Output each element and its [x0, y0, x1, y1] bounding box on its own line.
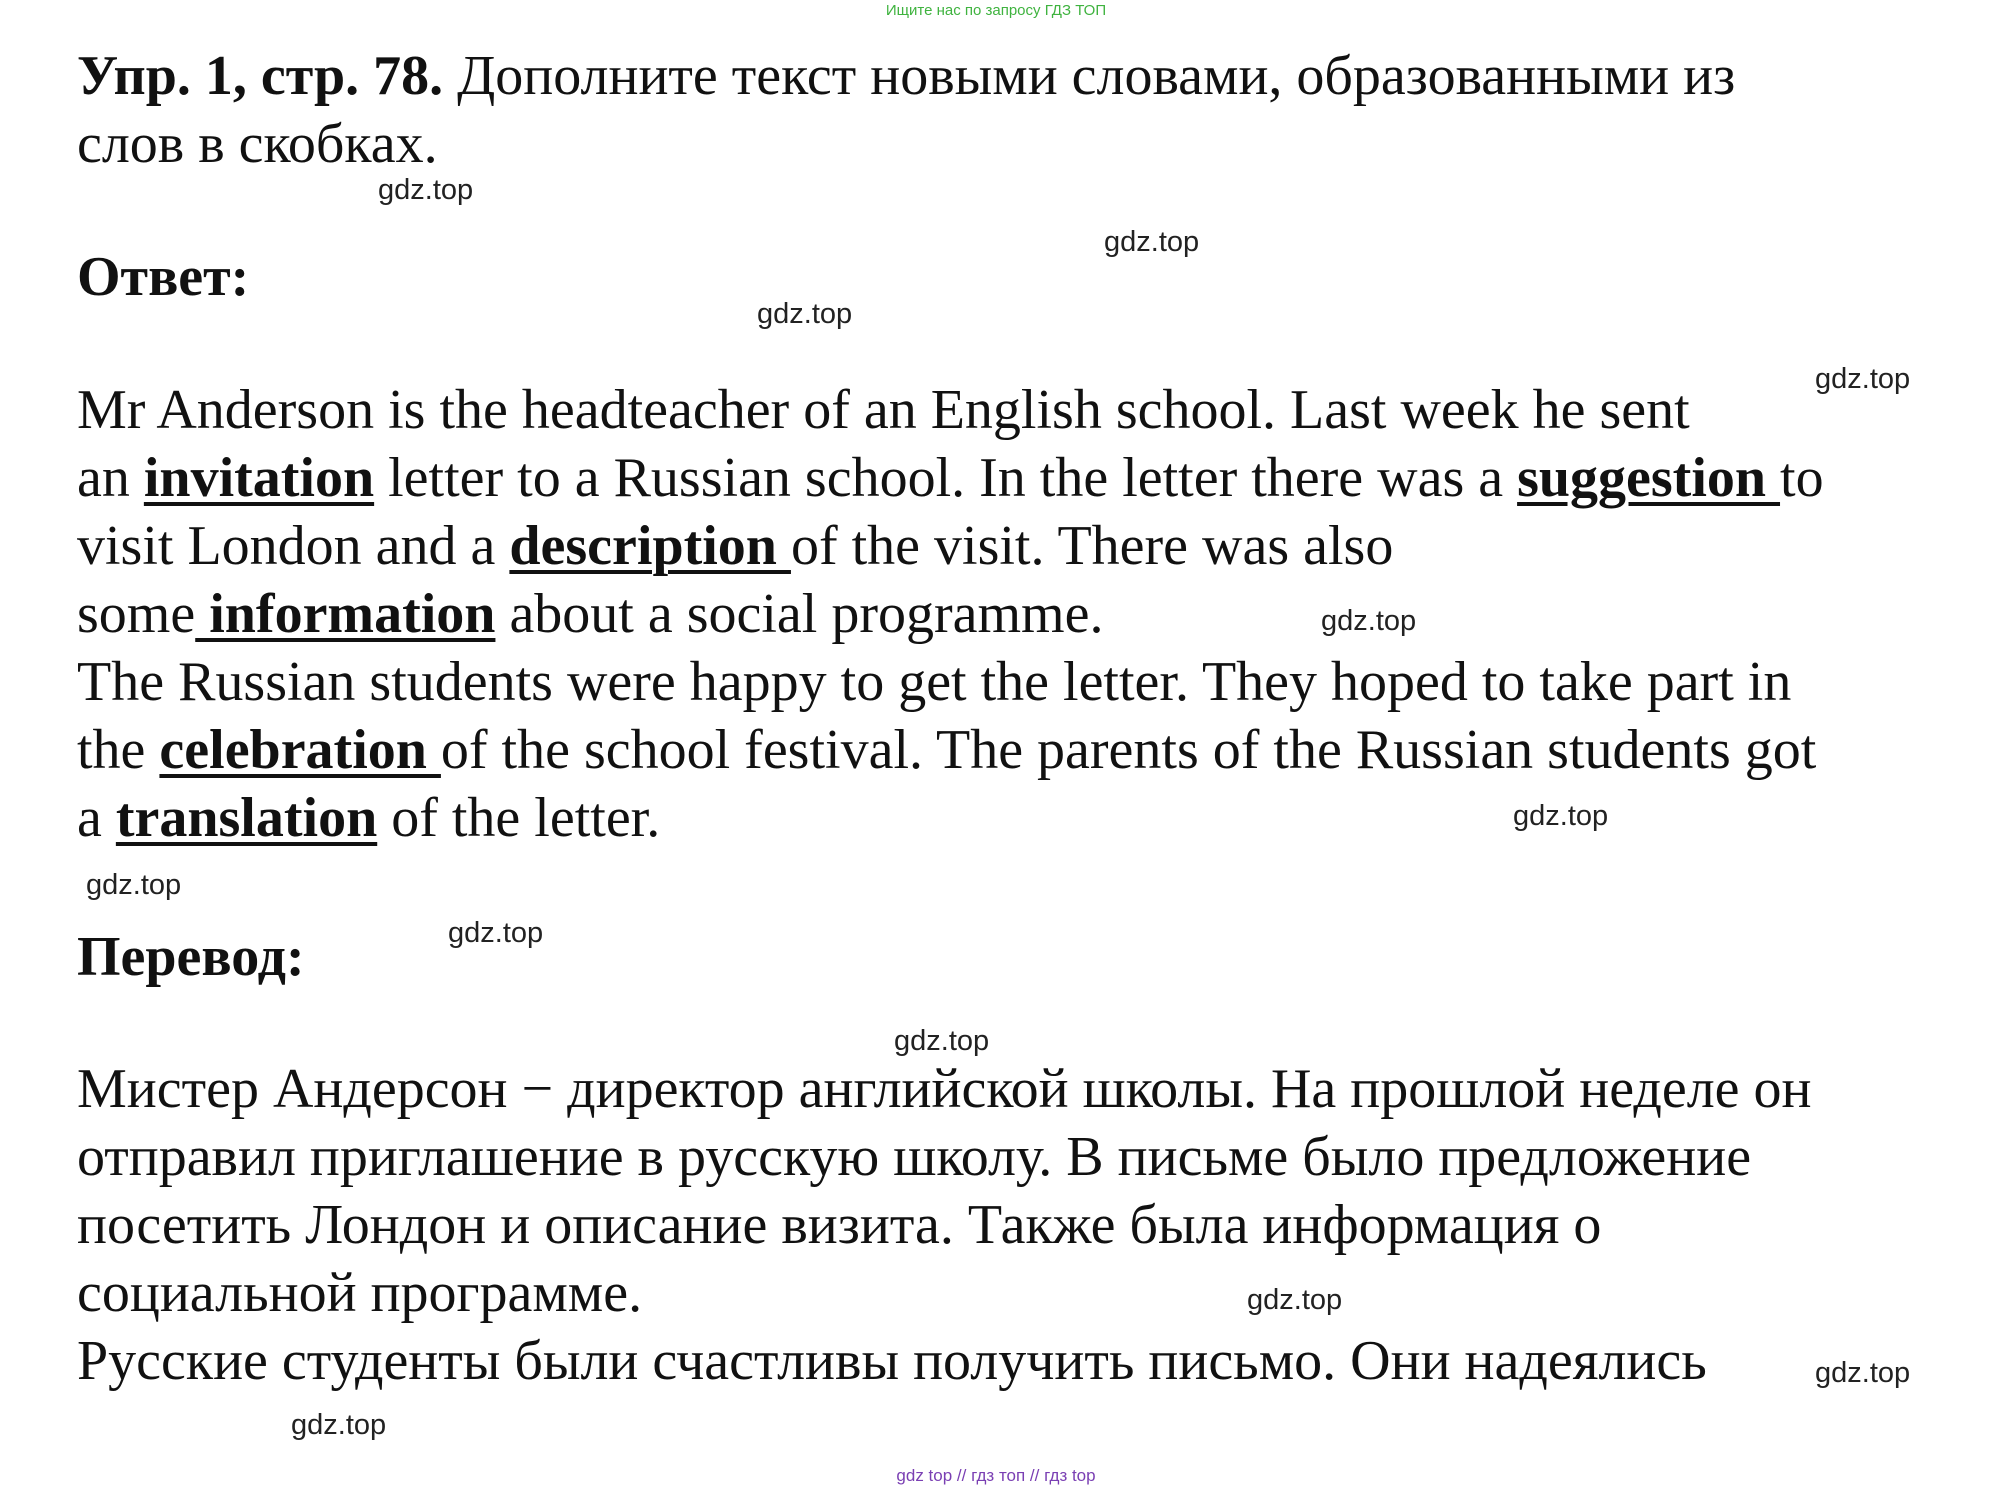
answer-title: Ответ: [77, 246, 250, 308]
text-fragment: to [1780, 447, 1824, 509]
watermark: gdz.top [448, 917, 544, 949]
text-fragment: the [77, 719, 160, 781]
answer-line-4 [77, 580, 1947, 648]
answer-word-information: information [195, 583, 496, 645]
translation-line-2: отправил приглашение в русскую школу. В письме было предложение [77, 1126, 1752, 1188]
translation-line-5: Русские студенты были счастливы получить письмо. Они надеялись [77, 1330, 1707, 1392]
text-fragment: of the school festival. The parents of the Russian students got [440, 719, 1817, 781]
answer-text [77, 376, 1947, 852]
exercise-heading [77, 42, 1947, 178]
watermark: gdz.top [1815, 1357, 1911, 1389]
watermark: gdz.top [1815, 363, 1911, 395]
answer-line-6 [77, 716, 1947, 784]
text-fragment: a [77, 787, 116, 849]
answer-word-translation: translation [115, 787, 378, 849]
text-fragment: of the letter. [377, 787, 661, 849]
text-fragment: of the visit. There was also [790, 515, 1394, 577]
answer-line-2 [77, 444, 1947, 512]
watermark: gdz.top [757, 298, 853, 330]
watermark: gdz.top [378, 174, 474, 206]
text-fragment: about a social programme. [495, 583, 1104, 645]
text-fragment: visit London and a [77, 515, 510, 577]
text-fragment: some [77, 583, 196, 645]
watermark: gdz.top [1321, 605, 1417, 637]
answer-word-invitation: invitation [143, 447, 375, 509]
watermark: gdz.top [1104, 226, 1200, 258]
watermark: gdz.top [1513, 800, 1609, 832]
answer-word-description: description [509, 515, 791, 577]
text-fragment: letter to a Russian school. In the letter there was a [374, 447, 1518, 509]
top-banner[interactable]: Ищите нас по запросу ГДЗ ТОП [885, 2, 1107, 19]
answer-line-7 [77, 784, 1947, 852]
footer-watermark[interactable]: gdz top // гдз топ // гдз top [896, 1466, 1096, 1485]
answer-line-3 [77, 512, 1947, 580]
answer-line-1: Mr Anderson is the headteacher of an English school. Last week he sent [77, 379, 1690, 441]
exercise-number: Упр. 1, стр. 78. [77, 45, 444, 107]
translation-line-3: посетить Лондон и описание визита. Также была информация о [77, 1194, 1602, 1256]
watermark: gdz.top [86, 869, 182, 901]
answer-word-suggestion: suggestion [1517, 447, 1781, 509]
translation-text [77, 1055, 1947, 1395]
answer-line-5: The Russian students were happy to get the letter. They hoped to take part in [77, 651, 1792, 713]
exercise-instruction-cont: слов в скобках. [77, 113, 438, 175]
watermark: gdz.top [894, 1025, 990, 1057]
text-fragment: an [77, 447, 144, 509]
translation-line-4: социальной программе. [77, 1262, 643, 1324]
translation-title: Перевод: [77, 926, 305, 988]
answer-word-celebration: celebration [159, 719, 441, 781]
translation-line-1: Мистер Андерсон − директор английской школы. На прошлой неделе он [77, 1058, 1812, 1120]
watermark: gdz.top [291, 1409, 387, 1441]
watermark: gdz.top [1247, 1284, 1343, 1316]
exercise-instruction: Дополните текст новыми словами, образованными из [443, 45, 1736, 107]
